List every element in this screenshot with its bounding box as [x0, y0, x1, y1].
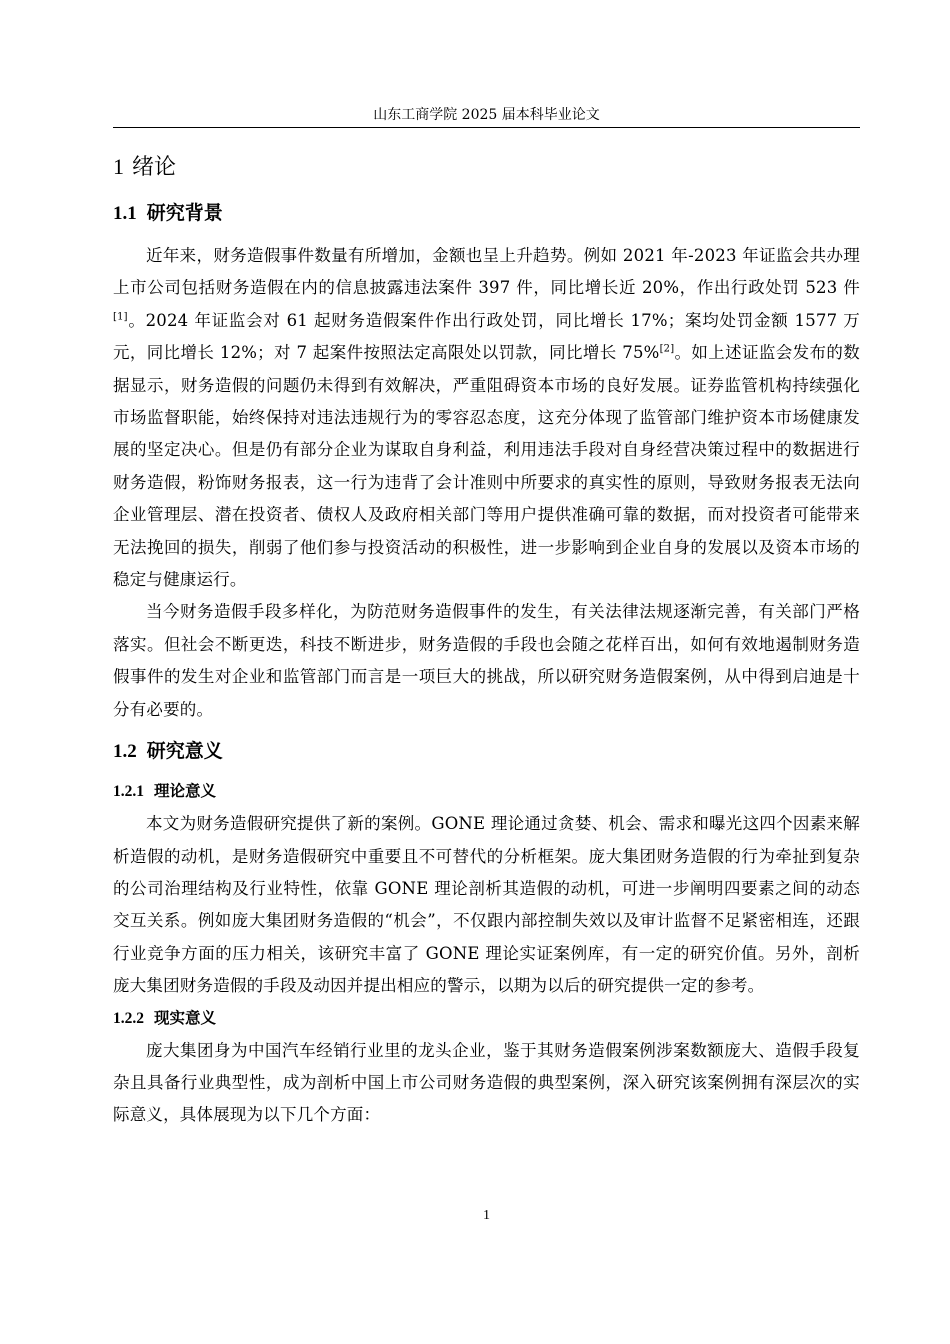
paragraph-background-1	[113, 240, 860, 596]
paragraph-practical-significance: 庞大集团身为中国汽车经销行业里的龙头企业，鉴于其财务造假案例涉案数额庞大、造假手段复杂且具备行业典型性，成为剖析中国上市公司财务造假的典型案例，深入研究该案例拥有深层次的实际意义，具体展现为以下几个方面：	[113, 1040, 860, 1125]
subsection-number: 1.2.2	[113, 1009, 144, 1027]
running-header: 山东工商学院 2025 届本科毕业论文	[373, 107, 600, 123]
text-run: 近年来，财务造假事件数量有所增加，金额也呈上升趋势。例如 2021 年-2023 年证监会共办理上市公司包括财务造假在内的信息披露违法案件 397 件，同比增长近 20%，作出行政处罚 523 件	[113, 246, 860, 298]
section-heading-1-1	[113, 198, 860, 228]
section-title: 研究背景	[146, 202, 223, 224]
chapter-title: 绪论	[132, 155, 177, 180]
subsection-heading-1-2-2	[113, 1005, 860, 1031]
subsection-title: 现实意义	[154, 1008, 217, 1027]
text-run: 。如上述证监会发布的数据显示，财务造假的问题仍未得到有效解决，严重阻碍资本市场的良好发展。证券监管机构持续强化市场监督职能，始终保持对违法违规行为的零容忍态度，这充分体现了监管部门维护资本市场健康发展的坚定决心。但是仍有部分企业为谋取自身利益，利用违法手段对自身经营决策过程中的数据进行财务造假，粉饰财务报表，这一行为违背了会计准则中所要求的真实性的原则，导致财务报表无法向企业管理层、潜在投资者、债权人及政府相关部门等用户提供准确可靠的数据，而对投资者可能带来无法挽回的损失，削弱了他们参与投资活动的积极性，进一步影响到企业自身的发展以及资本市场的稳定与健康运行。	[113, 343, 861, 590]
citation-ref-1: [1]	[113, 311, 128, 323]
section-number: 1.2	[113, 741, 137, 763]
citation-ref-2: [2]	[659, 343, 675, 355]
section-heading-1-2	[113, 736, 860, 766]
section-title: 研究意义	[146, 740, 223, 763]
paragraph-theoretical-significance: 本文为财务造假研究提供了新的案例。GONE 理论通过贪婪、机会、需求和曝光这四个因素来解析造假的动机，是财务造假研究中重要且不可替代的分析框架。庞大集团财务造假的行为牵扯到复杂的公司治理结构及行业特性，依靠 GONE 理论剖析其造假的动机，可进一步阐明四要素之间的动态交互关系。例如庞大集团财务造假的“机会”，不仅跟内部控制失效以及审计监督不足紧密相连，还跟行业竞争方面的压力相关，该研究丰富了 GONE 理论实证案例库，有一定的研究价值。另外，剖析庞大集团财务造假的手段及动因并提出相应的警示，以期为以后的研究提供一定的参考。	[113, 814, 860, 996]
chapter-number: 1	[113, 154, 124, 179]
text-run: 。2024 年证监会对 61 起财务造假案件作出行政处罚，同比增长 17%；案均处罚金额 1577 万元，同比增长 12%；对 7 起案件按照法定高限处以罚款，同比增长 75%	[113, 310, 860, 363]
chapter-heading	[113, 150, 860, 184]
subsection-title: 理论意义	[154, 782, 217, 801]
subsection-heading-1-2-1	[113, 778, 860, 804]
subsection-number: 1.2.1	[113, 783, 144, 801]
paragraph-background-2: 当今财务造假手段多样化，为防范财务造假事件的发生，有关法律法规逐渐完善，有关部门严格落实。但社会不断更迭，科技不断进步，财务造假的手段也会随之花样百出，如何有效地遏制财务造假事件的发生对企业和监管部门而言是一项巨大的挑战，所以研究财务造假案例，从中得到启迪是十分有必要的。	[113, 602, 860, 719]
page-number: 1	[483, 1208, 490, 1223]
page-body	[113, 150, 860, 1132]
header-rule	[113, 127, 860, 128]
section-number: 1.1	[113, 203, 137, 224]
